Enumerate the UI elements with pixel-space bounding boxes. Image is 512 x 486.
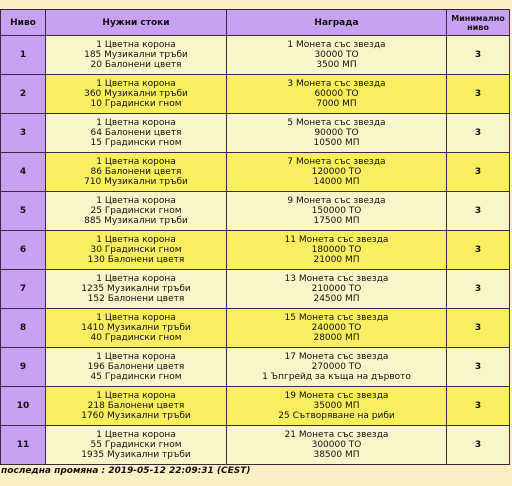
table-row <box>1 387 509 425</box>
goods-line: 1 Цветна корона <box>96 118 176 128</box>
min-level-cell: 3 <box>447 309 509 347</box>
header-reward: Награда <box>227 10 446 35</box>
reward-line: 9 Монета със звезда <box>287 196 386 206</box>
goods-cell <box>46 348 226 386</box>
min-level-cell: 3 <box>447 387 509 425</box>
header-goods: Нужни стоки <box>46 10 226 35</box>
reward-line: 28000 МП <box>313 333 360 343</box>
goods-line: 1 Цветна корона <box>96 313 176 323</box>
goods-cell <box>46 75 226 113</box>
goods-cell <box>46 426 226 464</box>
reward-line: 120000 ТО <box>311 167 362 177</box>
goods-line: 1 Цветна корона <box>96 235 176 245</box>
reward-cell <box>227 75 446 113</box>
header-min-level-line: ниво <box>467 22 489 32</box>
level-cell: 5 <box>1 192 45 230</box>
goods-line: 885 Музикални тръби <box>84 216 188 226</box>
reward-line: 60000 ТО <box>314 89 359 99</box>
table-row <box>1 231 509 269</box>
reward-line: 3500 МП <box>316 60 357 70</box>
goods-cell <box>46 114 226 152</box>
reward-cell <box>227 231 446 269</box>
reward-line: 150000 ТО <box>311 206 362 216</box>
goods-line: 1 Цветна корона <box>96 391 176 401</box>
goods-line: 130 Балонени цветя <box>87 255 185 265</box>
reward-cell <box>227 387 446 425</box>
goods-line: 1235 Музикални тръби <box>81 284 191 294</box>
reward-line: 35000 МП <box>313 401 360 411</box>
goods-cell <box>46 192 226 230</box>
reward-line: 30000 ТО <box>314 50 359 60</box>
reward-line: 240000 ТО <box>311 323 362 333</box>
goods-line: 30 Градински гном <box>90 245 182 255</box>
goods-cell <box>46 270 226 308</box>
reward-cell <box>227 270 446 308</box>
reward-line: 21 Монета със звезда <box>284 430 389 440</box>
goods-line: 1760 Музикални тръби <box>81 411 191 421</box>
reward-line: 10500 МП <box>313 138 360 148</box>
reward-cell <box>227 426 446 464</box>
goods-line: 710 Музикални тръби <box>84 177 188 187</box>
goods-line: 1 Цветна корона <box>96 196 176 206</box>
goods-line: 1 Цветна корона <box>96 274 176 284</box>
reward-line: 180000 ТО <box>311 245 362 255</box>
min-level-cell: 3 <box>447 348 509 386</box>
goods-line: 196 Балонени цветя <box>87 362 185 372</box>
level-cell: 11 <box>1 426 45 464</box>
goods-line: 25 Градински гном <box>90 206 182 216</box>
goods-line: 40 Градински гном <box>90 333 182 343</box>
reward-line: 90000 ТО <box>314 128 359 138</box>
reward-line: 1 Ъпгрейд за къща на дървото <box>262 372 411 382</box>
min-level-cell: 3 <box>447 192 509 230</box>
reward-line: 25 Сътворяване на риби <box>278 411 395 421</box>
min-level-cell: 3 <box>447 426 509 464</box>
reward-line: 17500 МП <box>313 216 360 226</box>
reward-line: 210000 ТО <box>311 284 362 294</box>
goods-cell <box>46 309 226 347</box>
min-level-cell: 3 <box>447 231 509 269</box>
reward-cell <box>227 348 446 386</box>
level-cell: 6 <box>1 231 45 269</box>
level-cell: 9 <box>1 348 45 386</box>
table-row <box>1 75 509 113</box>
goods-line: 20 Балонени цветя <box>90 60 182 70</box>
goods-line: 1935 Музикални тръби <box>81 450 191 460</box>
min-level-cell: 3 <box>447 270 509 308</box>
level-cell: 4 <box>1 153 45 191</box>
header-level: Ниво <box>1 10 45 35</box>
table-row <box>1 348 509 386</box>
min-level-cell: 3 <box>447 75 509 113</box>
reward-line: 13 Монета със звезда <box>284 274 389 284</box>
reward-cell <box>227 36 446 74</box>
goods-line: 1 Цветна корона <box>96 430 176 440</box>
table-row <box>1 426 509 464</box>
reward-line: 3 Монета със звезда <box>287 79 386 89</box>
goods-line: 1 Цветна корона <box>96 40 176 50</box>
min-level-cell: 3 <box>447 114 509 152</box>
goods-line: 86 Балонени цветя <box>90 167 182 177</box>
table-row <box>1 36 509 74</box>
goods-line: 1 Цветна корона <box>96 352 176 362</box>
min-level-cell: 3 <box>447 153 509 191</box>
rewards-table <box>0 9 510 465</box>
reward-line: 15 Монета със звезда <box>284 313 389 323</box>
level-cell: 2 <box>1 75 45 113</box>
reward-line: 300000 ТО <box>311 440 362 450</box>
table-row <box>1 192 509 230</box>
level-cell: 3 <box>1 114 45 152</box>
table-row <box>1 309 509 347</box>
reward-line: 14000 МП <box>313 177 360 187</box>
goods-line: 218 Балонени цветя <box>87 401 185 411</box>
reward-cell <box>227 114 446 152</box>
table-body <box>1 36 509 464</box>
reward-line: 1 Монета със звезда <box>287 40 386 50</box>
reward-cell <box>227 192 446 230</box>
min-level-cell: 3 <box>447 36 509 74</box>
goods-line: 10 Градински гном <box>90 99 182 109</box>
goods-line: 64 Балонени цветя <box>90 128 182 138</box>
table-header-row <box>1 10 509 35</box>
reward-cell <box>227 309 446 347</box>
goods-line: 1 Цветна корона <box>96 157 176 167</box>
level-cell: 8 <box>1 309 45 347</box>
goods-cell <box>46 387 226 425</box>
goods-line: 1 Цветна корона <box>96 79 176 89</box>
level-cell: 10 <box>1 387 45 425</box>
level-cell: 7 <box>1 270 45 308</box>
reward-line: 7000 МП <box>316 99 357 109</box>
goods-line: 360 Музикални тръби <box>84 89 188 99</box>
reward-line: 38500 МП <box>313 450 360 460</box>
reward-line: 270000 ТО <box>311 362 362 372</box>
goods-cell <box>46 231 226 269</box>
table-row <box>1 153 509 191</box>
goods-line: 15 Градински гном <box>90 138 182 148</box>
goods-line: 45 Градински гном <box>90 372 182 382</box>
reward-line: 21000 МП <box>313 255 360 265</box>
level-cell: 1 <box>1 36 45 74</box>
goods-line: 1410 Музикални тръби <box>81 323 191 333</box>
goods-cell <box>46 153 226 191</box>
reward-line: 7 Монета със звезда <box>287 157 386 167</box>
reward-line: 11 Монета със звезда <box>284 235 389 245</box>
goods-line: 152 Балонени цветя <box>87 294 185 304</box>
reward-cell <box>227 153 446 191</box>
header-min-level-line: Минимално <box>451 13 505 23</box>
reward-line: 19 Монета със звезда <box>284 391 389 401</box>
reward-line: 24500 МП <box>313 294 360 304</box>
goods-line: 185 Музикални тръби <box>84 50 188 60</box>
goods-line: 55 Градински гном <box>90 440 182 450</box>
table-row <box>1 270 509 308</box>
header-min-level <box>447 10 509 35</box>
reward-line: 5 Монета със звезда <box>287 118 386 128</box>
last-modified-text: последна промяна : 2019-05-12 22:09:31 (CEST) <box>1 466 251 476</box>
table-row <box>1 114 509 152</box>
reward-line: 17 Монета със звезда <box>284 352 389 362</box>
goods-cell <box>46 36 226 74</box>
